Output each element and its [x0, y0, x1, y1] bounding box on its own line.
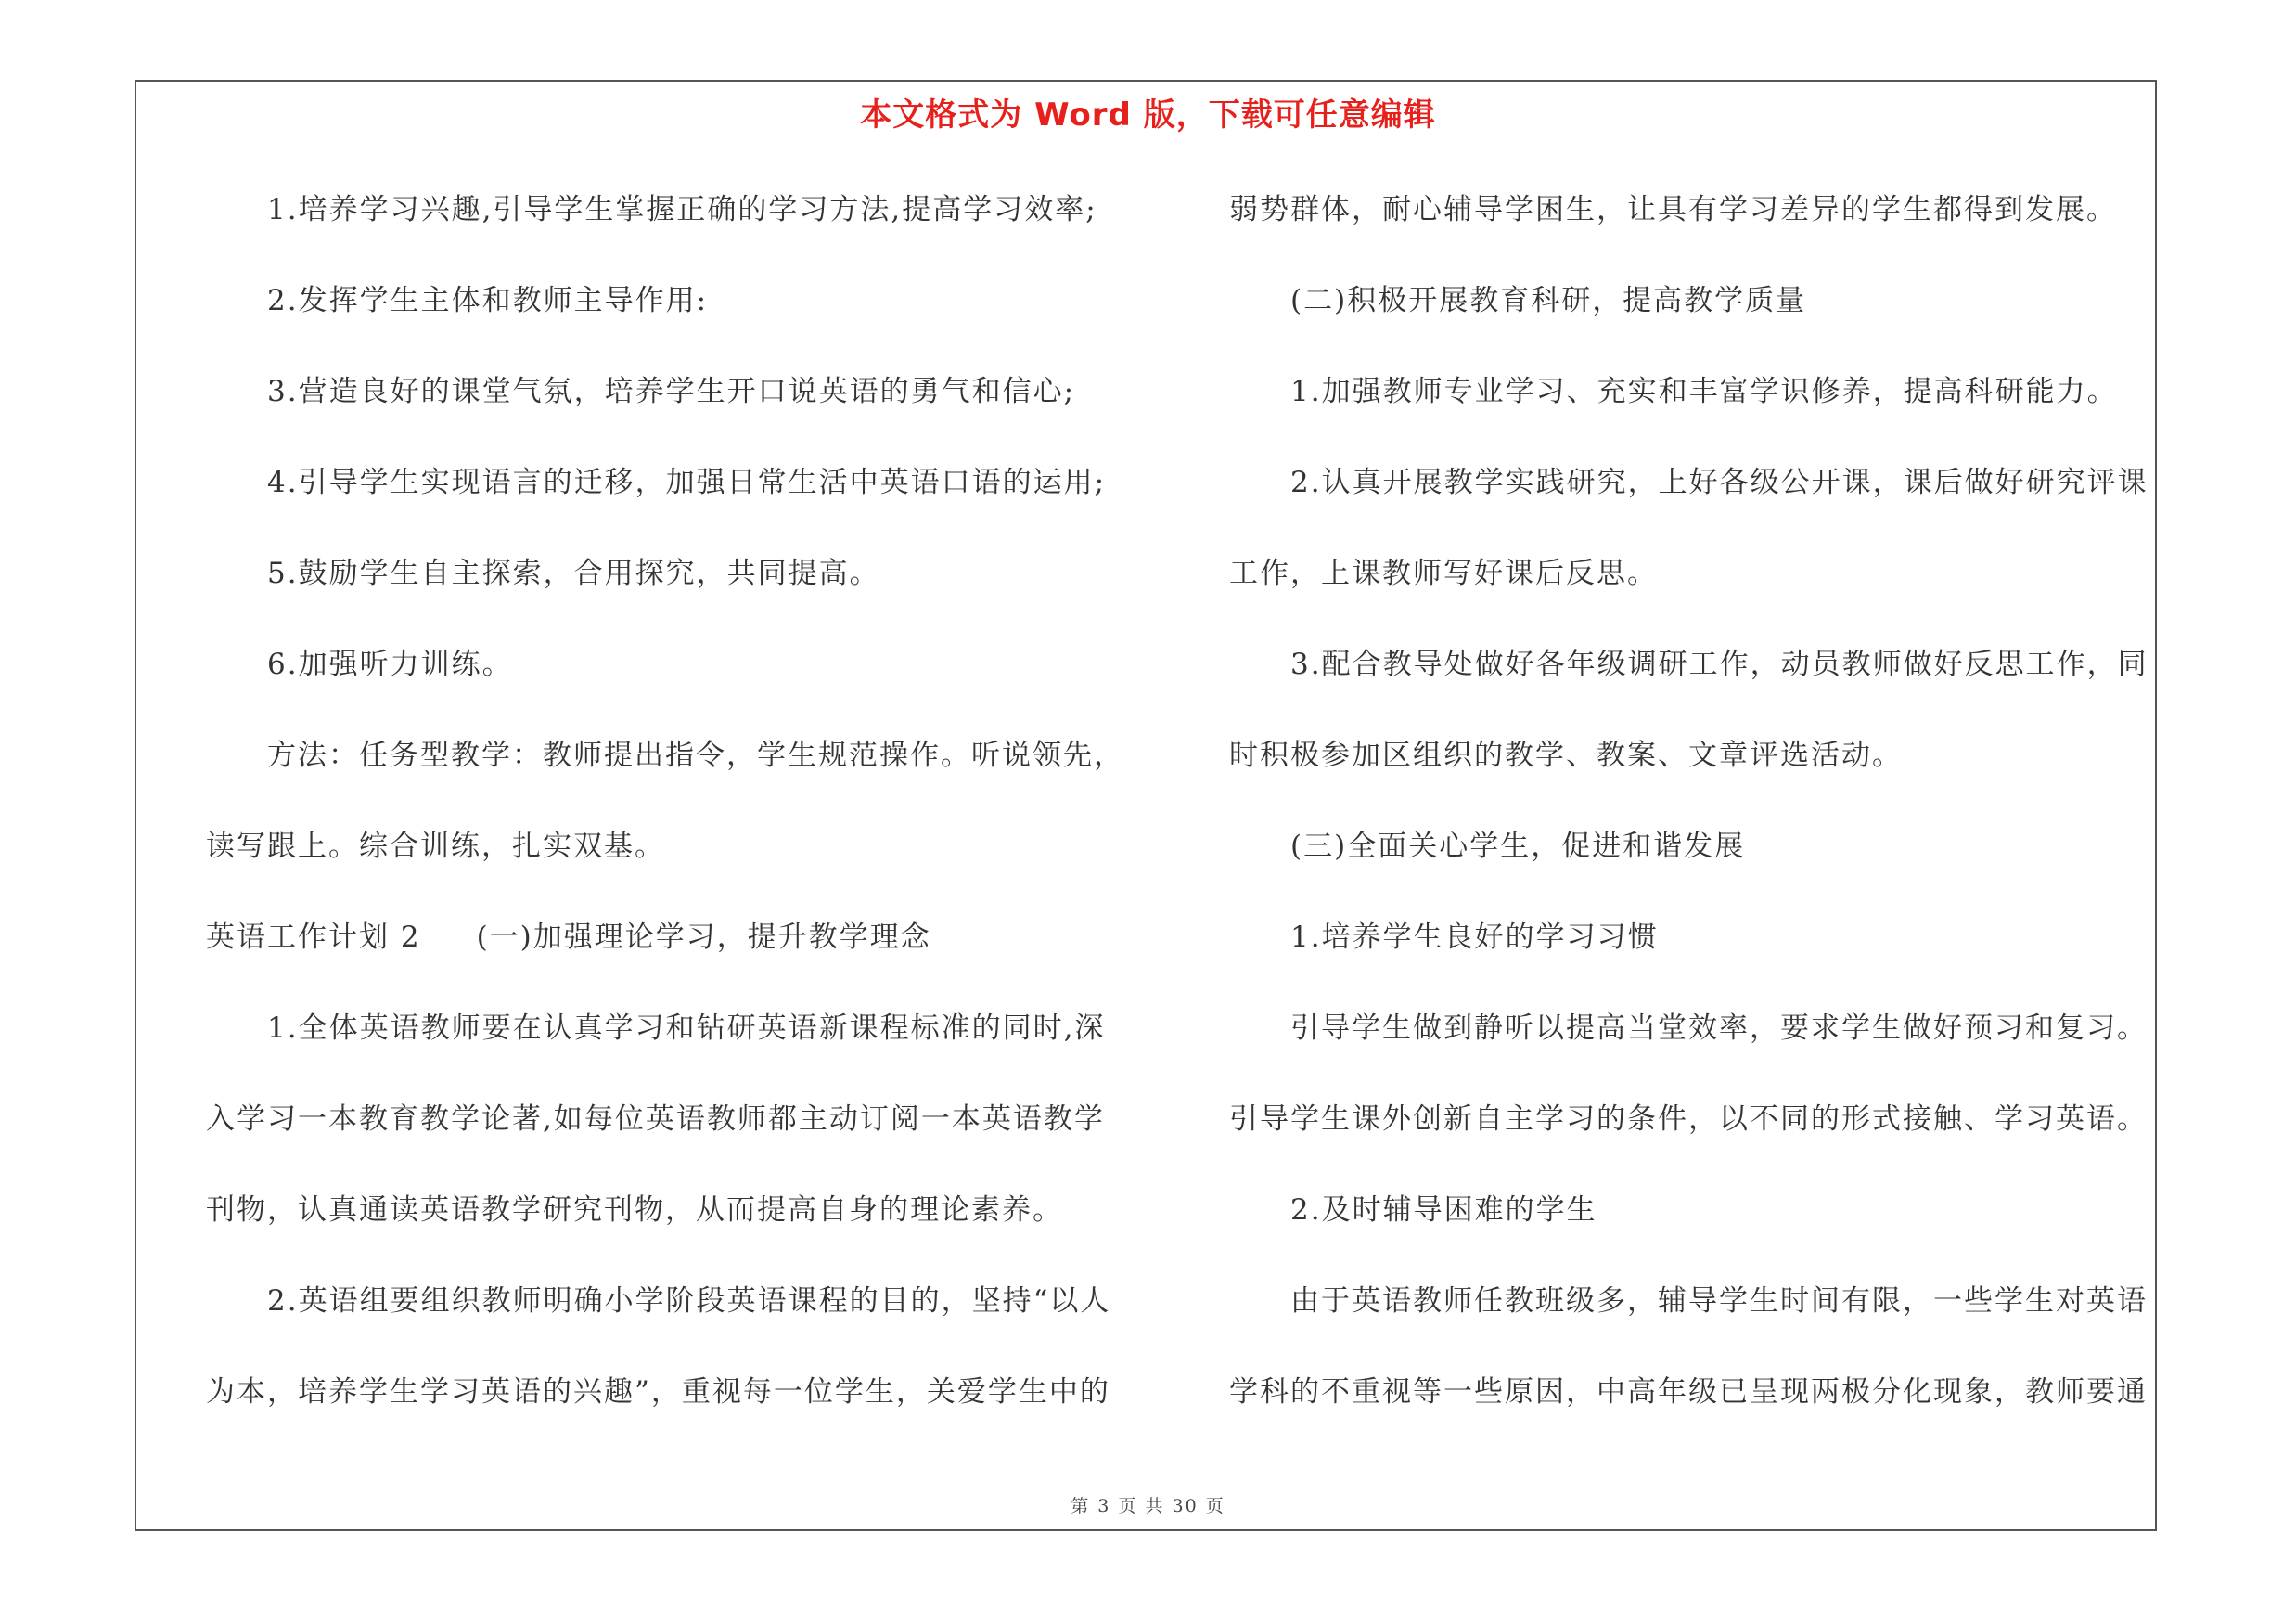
- body-line: 由于英语教师任教班级多，辅导学生时间有限，一些学生对英语: [1290, 1284, 2148, 1318]
- body-line: 时积极参加区组织的教学、教案、文章评选活动。: [1229, 739, 1903, 772]
- body-line: 1.加强教师专业学习、充实和丰富学识修养，提高科研能力。: [1290, 375, 2118, 408]
- body-line: 6.加强听力训练。: [267, 648, 513, 681]
- body-line: 2.发挥学生主体和教师主导作用:: [267, 284, 709, 317]
- body-line: 2.认真开展教学实践研究，上好各级公开课，课后做好研究评课: [1290, 466, 2148, 499]
- section-heading-line: [206, 909, 931, 965]
- section-title: 英语工作计划 2: [206, 921, 421, 954]
- body-line: 刊物，认真通读英语教学研究刊物，从而提高自身的理论素养。: [206, 1193, 1063, 1227]
- body-line: 3.营造良好的课堂气氛，培养学生开口说英语的勇气和信心;: [267, 375, 1076, 408]
- body-line: 读写跟上。综合训练，扎实双基。: [206, 830, 665, 863]
- body-line: 学科的不重视等一些原因，中高年级已呈现两极分化现象，教师要通: [1229, 1375, 2148, 1409]
- page-number: 第 3 页 共 30 页: [1071, 1496, 1225, 1516]
- body-line: 2.英语组要组织教师明确小学阶段英语课程的目的，坚持“以人: [267, 1284, 1111, 1318]
- body-line: 为本，培养学生学习英语的兴趣”，重视每一位学生，关爱学生中的: [206, 1375, 1110, 1409]
- header-banner: 本文格式为 Word 版，下载可任意编辑: [860, 97, 1436, 134]
- body-line: 方法：任务型教学：教师提出指令，学生规范操作。听说领先，: [267, 739, 1124, 772]
- body-line: 1.全体英语教师要在认真学习和钻研英语新课程标准的同时,深: [267, 1011, 1106, 1045]
- body-line: 4.引导学生实现语言的迁移，加强日常生活中英语口语的运用;: [267, 466, 1107, 499]
- subsection-title: (一)加强理论学习，提升教学理念: [476, 921, 931, 954]
- body-line: 弱势群体，耐心辅导学困生，让具有学习差异的学生都得到发展。: [1229, 193, 2117, 226]
- body-line: 3.配合教导处做好各年级调研工作，动员教师做好反思工作，同: [1290, 648, 2148, 681]
- subsection-title: (三)全面关心学生，促进和谐发展: [1290, 830, 1746, 863]
- body-line: 2.及时辅导困难的学生: [1290, 1193, 1597, 1227]
- body-line: 引导学生做到静听以提高当堂效率，要求学生做好预习和复习。: [1290, 1011, 2148, 1045]
- body-line: 1.培养学生良好的学习习惯: [1290, 921, 1659, 954]
- body-line: 工作，上课教师写好课后反思。: [1229, 557, 1658, 590]
- body-line: 入学习一本教育教学论著,如每位英语教师都主动订阅一本英语教学: [206, 1102, 1105, 1136]
- body-line: 5.鼓励学生自主探索，合用探究，共同提高。: [267, 557, 880, 590]
- body-line: 引导学生课外创新自主学习的条件，以不同的形式接触、学习英语。: [1229, 1102, 2148, 1136]
- body-line: 1.培养学习兴趣,引导学生掌握正确的学习方法,提高学习效率;: [267, 193, 1097, 226]
- subsection-title: (二)积极开展教育科研，提高教学质量: [1290, 284, 1807, 317]
